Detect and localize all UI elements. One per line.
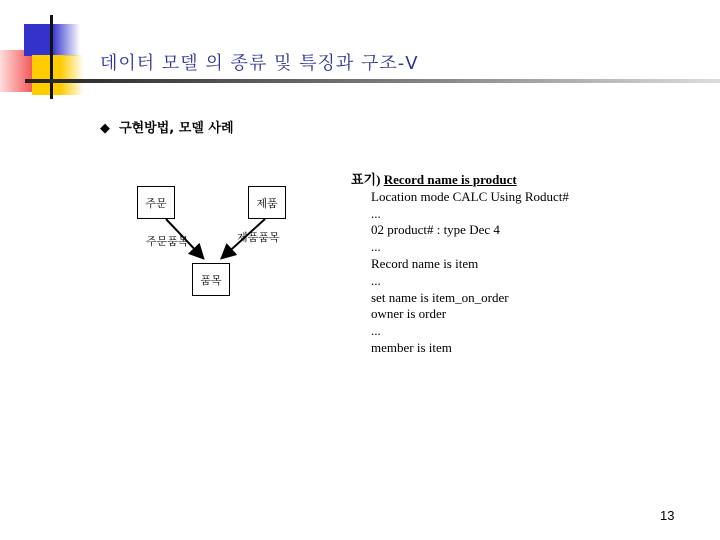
bullet-text: 구현방법, 모델 사례	[119, 121, 234, 136]
code-line: ...	[371, 323, 381, 339]
slide-title: 데이터 모델 의 종류 및 특징과 구조-V	[100, 53, 419, 74]
code-line: Record name is item	[371, 255, 479, 271]
code-line: ...	[371, 239, 381, 255]
code-line: ...	[371, 205, 381, 221]
relation-order-item: 주문품목	[146, 235, 189, 248]
example-block	[351, 172, 569, 357]
page-number: 13	[660, 508, 675, 523]
code-line: ...	[371, 272, 381, 288]
code-line: member is item	[371, 339, 452, 355]
entity-item: 품목	[192, 263, 230, 296]
example-prefix: 표기)	[351, 172, 381, 187]
code-line: 02 product# : type Dec 4	[371, 222, 500, 238]
relation-product-item: 제품품목	[237, 231, 280, 244]
example-heading: Record name is product	[383, 172, 517, 187]
code-line: owner is order	[371, 306, 447, 322]
entity-product: 제품	[248, 186, 286, 219]
code-line: Location mode CALC Using Roduct#	[371, 188, 569, 204]
diamond-bullet-icon: ◆	[100, 121, 110, 136]
code-line: set name is item_on_order	[371, 289, 509, 305]
entity-order: 주문	[137, 186, 175, 219]
